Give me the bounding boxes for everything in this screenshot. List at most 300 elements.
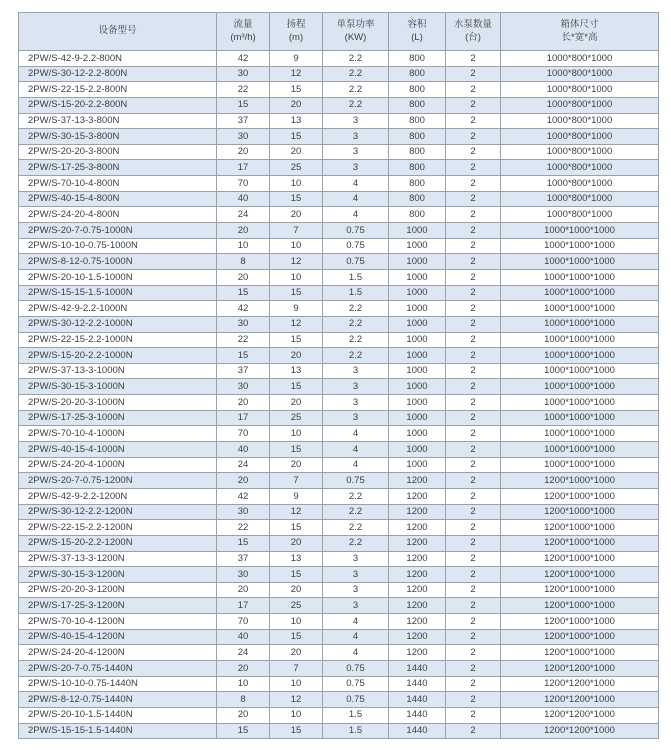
head-cell: 25: [270, 598, 323, 614]
volume-cell: 1000: [389, 442, 446, 458]
head-cell: 20: [270, 645, 323, 661]
table-row: [19, 97, 659, 113]
dimensions-cell: 1200*1200*1000: [501, 676, 659, 692]
volume-cell: 1200: [389, 614, 446, 630]
power-cell: 4: [323, 426, 389, 442]
model-cell: 2PW/S-22-15-2.2-1200N: [19, 520, 217, 536]
flow-cell: 8: [217, 254, 270, 270]
model-cell: 2PW/S-17-25-3-1000N: [19, 410, 217, 426]
pump-count-cell: 2: [446, 598, 501, 614]
header-label-line1: 单泵功率: [336, 18, 375, 30]
power-cell: 3: [323, 363, 389, 379]
model-cell: 2PW/S-24-20-4-1000N: [19, 457, 217, 473]
model-cell: 2PW/S-37-13-3-1000N: [19, 363, 217, 379]
volume-cell: 1440: [389, 660, 446, 676]
dimensions-cell: 1000*800*1000: [501, 160, 659, 176]
head-cell: 10: [270, 676, 323, 692]
volume-cell: 1200: [389, 488, 446, 504]
dimensions-cell: 1000*1000*1000: [501, 285, 659, 301]
column-header-pump-count: [446, 13, 501, 51]
power-cell: 0.75: [323, 254, 389, 270]
head-cell: 10: [270, 426, 323, 442]
flow-cell: 30: [217, 66, 270, 82]
table-row: [19, 582, 659, 598]
power-cell: 4: [323, 614, 389, 630]
head-cell: 20: [270, 97, 323, 113]
power-cell: 4: [323, 207, 389, 223]
power-cell: 0.75: [323, 676, 389, 692]
dimensions-cell: 1200*1000*1000: [501, 535, 659, 551]
volume-cell: 1000: [389, 395, 446, 411]
power-cell: 4: [323, 176, 389, 192]
pump-count-cell: 2: [446, 692, 501, 708]
head-cell: 20: [270, 348, 323, 364]
table-row: [19, 442, 659, 458]
volume-cell: 1200: [389, 551, 446, 567]
power-cell: 2.2: [323, 520, 389, 536]
power-cell: 3: [323, 160, 389, 176]
head-cell: 12: [270, 66, 323, 82]
pump-count-cell: 2: [446, 269, 501, 285]
power-cell: 2.2: [323, 504, 389, 520]
volume-cell: 1000: [389, 426, 446, 442]
flow-cell: 10: [217, 238, 270, 254]
flow-cell: 8: [217, 692, 270, 708]
table-row: [19, 285, 659, 301]
power-cell: 2.2: [323, 66, 389, 82]
power-cell: 4: [323, 457, 389, 473]
volume-cell: 1000: [389, 410, 446, 426]
column-header-dimensions: [501, 13, 659, 51]
model-cell: 2PW/S-15-20-2.2-800N: [19, 97, 217, 113]
head-cell: 12: [270, 504, 323, 520]
table-row: [19, 301, 659, 317]
model-cell: 2PW/S-24-20-4-1200N: [19, 645, 217, 661]
model-cell: 2PW/S-8-12-0.75-1440N: [19, 692, 217, 708]
model-cell: 2PW/S-22-15-2.2-800N: [19, 82, 217, 98]
flow-cell: 17: [217, 160, 270, 176]
model-cell: 2PW/S-20-10-1.5-1440N: [19, 707, 217, 723]
pump-count-cell: 2: [446, 223, 501, 239]
volume-cell: 1200: [389, 504, 446, 520]
volume-cell: 800: [389, 176, 446, 192]
dimensions-cell: 1200*1000*1000: [501, 629, 659, 645]
column-header-head: [270, 13, 323, 51]
model-cell: 2PW/S-30-15-3-800N: [19, 129, 217, 145]
volume-cell: 1000: [389, 316, 446, 332]
pump-count-cell: 2: [446, 316, 501, 332]
dimensions-cell: 1000*1000*1000: [501, 301, 659, 317]
dimensions-cell: 1000*1000*1000: [501, 457, 659, 473]
dimensions-cell: 1000*800*1000: [501, 97, 659, 113]
volume-cell: 1200: [389, 629, 446, 645]
volume-cell: 1440: [389, 676, 446, 692]
pump-count-cell: 2: [446, 535, 501, 551]
power-cell: 3: [323, 410, 389, 426]
model-cell: 2PW/S-8-12-0.75-1000N: [19, 254, 217, 270]
flow-cell: 20: [217, 582, 270, 598]
column-header-power: [323, 13, 389, 51]
flow-cell: 20: [217, 223, 270, 239]
flow-cell: 22: [217, 520, 270, 536]
pump-count-cell: 2: [446, 426, 501, 442]
power-cell: 2.2: [323, 348, 389, 364]
model-cell: 2PW/S-40-15-4-800N: [19, 191, 217, 207]
dimensions-cell: 1000*800*1000: [501, 207, 659, 223]
head-cell: 20: [270, 395, 323, 411]
table-row: [19, 191, 659, 207]
volume-cell: 1000: [389, 269, 446, 285]
pump-spec-table: [18, 12, 659, 739]
volume-cell: 800: [389, 129, 446, 145]
power-cell: 3: [323, 551, 389, 567]
volume-cell: 1200: [389, 473, 446, 489]
head-cell: 20: [270, 144, 323, 160]
pump-count-cell: 2: [446, 332, 501, 348]
power-cell: 1.5: [323, 707, 389, 723]
dimensions-cell: 1000*1000*1000: [501, 395, 659, 411]
volume-cell: 1200: [389, 535, 446, 551]
dimensions-cell: 1000*800*1000: [501, 144, 659, 160]
power-cell: 4: [323, 442, 389, 458]
dimensions-cell: 1000*800*1000: [501, 191, 659, 207]
power-cell: 4: [323, 191, 389, 207]
pump-count-cell: 2: [446, 160, 501, 176]
volume-cell: 1200: [389, 520, 446, 536]
pump-count-cell: 2: [446, 191, 501, 207]
dimensions-cell: 1200*1000*1000: [501, 551, 659, 567]
head-cell: 10: [270, 269, 323, 285]
flow-cell: 15: [217, 348, 270, 364]
head-cell: 15: [270, 723, 323, 739]
pump-count-cell: 2: [446, 66, 501, 82]
power-cell: 2.2: [323, 316, 389, 332]
power-cell: 3: [323, 113, 389, 129]
dimensions-cell: 1200*1200*1000: [501, 707, 659, 723]
table-row: [19, 504, 659, 520]
volume-cell: 1200: [389, 567, 446, 583]
model-cell: 2PW/S-15-20-2.2-1000N: [19, 348, 217, 364]
table-row: [19, 676, 659, 692]
header-label-line2: (台): [465, 31, 481, 43]
model-cell: 2PW/S-70-10-4-1000N: [19, 426, 217, 442]
power-cell: 2.2: [323, 301, 389, 317]
pump-count-cell: 2: [446, 488, 501, 504]
header-label-line1: 设备型号: [98, 25, 137, 37]
pump-count-cell: 2: [446, 51, 501, 67]
model-cell: 2PW/S-20-20-3-1000N: [19, 395, 217, 411]
table-row: [19, 614, 659, 630]
pump-count-cell: 2: [446, 82, 501, 98]
power-cell: 3: [323, 129, 389, 145]
pump-count-cell: 2: [446, 723, 501, 739]
power-cell: 1.5: [323, 723, 389, 739]
table-row: [19, 457, 659, 473]
pump-count-cell: 2: [446, 379, 501, 395]
table-row: [19, 66, 659, 82]
volume-cell: 800: [389, 66, 446, 82]
table-header: [19, 13, 659, 51]
flow-cell: 30: [217, 379, 270, 395]
volume-cell: 1440: [389, 723, 446, 739]
dimensions-cell: 1200*1000*1000: [501, 488, 659, 504]
model-cell: 2PW/S-10-10-0.75-1000N: [19, 238, 217, 254]
volume-cell: 1000: [389, 238, 446, 254]
head-cell: 13: [270, 113, 323, 129]
model-cell: 2PW/S-40-15-4-1000N: [19, 442, 217, 458]
dimensions-cell: 1000*1000*1000: [501, 426, 659, 442]
dimensions-cell: 1000*800*1000: [501, 129, 659, 145]
head-cell: 12: [270, 316, 323, 332]
model-cell: 2PW/S-30-15-3-1200N: [19, 567, 217, 583]
head-cell: 7: [270, 660, 323, 676]
model-cell: 2PW/S-15-20-2.2-1200N: [19, 535, 217, 551]
table-row: [19, 269, 659, 285]
volume-cell: 1000: [389, 332, 446, 348]
flow-cell: 20: [217, 707, 270, 723]
flow-cell: 20: [217, 269, 270, 285]
head-cell: 12: [270, 692, 323, 708]
table-row: [19, 238, 659, 254]
dimensions-cell: 1000*1000*1000: [501, 363, 659, 379]
flow-cell: 15: [217, 723, 270, 739]
flow-cell: 70: [217, 176, 270, 192]
dimensions-cell: 1200*1000*1000: [501, 582, 659, 598]
table-row: [19, 176, 659, 192]
model-cell: 2PW/S-10-10-0.75-1440N: [19, 676, 217, 692]
model-cell: 2PW/S-22-15-2.2-1000N: [19, 332, 217, 348]
head-cell: 25: [270, 410, 323, 426]
head-cell: 13: [270, 551, 323, 567]
model-cell: 2PW/S-15-15-1.5-1000N: [19, 285, 217, 301]
pump-count-cell: 2: [446, 567, 501, 583]
pump-count-cell: 2: [446, 660, 501, 676]
header-label-line2: 长*宽*高: [561, 31, 598, 43]
header-label-line1: 箱体尺寸: [560, 18, 599, 30]
table-row: [19, 363, 659, 379]
volume-cell: 1440: [389, 692, 446, 708]
model-cell: 2PW/S-42-9-2.2-1000N: [19, 301, 217, 317]
flow-cell: 42: [217, 488, 270, 504]
flow-cell: 40: [217, 629, 270, 645]
flow-cell: 15: [217, 285, 270, 301]
model-cell: 2PW/S-40-15-4-1200N: [19, 629, 217, 645]
power-cell: 0.75: [323, 238, 389, 254]
flow-cell: 20: [217, 395, 270, 411]
flow-cell: 40: [217, 442, 270, 458]
dimensions-cell: 1200*1000*1000: [501, 473, 659, 489]
dimensions-cell: 1200*1000*1000: [501, 598, 659, 614]
dimensions-cell: 1000*800*1000: [501, 51, 659, 67]
model-cell: 2PW/S-70-10-4-1200N: [19, 614, 217, 630]
table-row: [19, 379, 659, 395]
power-cell: 3: [323, 379, 389, 395]
table-row: [19, 82, 659, 98]
head-cell: 15: [270, 332, 323, 348]
dimensions-cell: 1200*1200*1000: [501, 723, 659, 739]
dimensions-cell: 1000*1000*1000: [501, 442, 659, 458]
table-row: [19, 332, 659, 348]
pump-count-cell: 2: [446, 285, 501, 301]
header-label-line2: (m): [288, 31, 304, 43]
flow-cell: 20: [217, 473, 270, 489]
table-row: [19, 160, 659, 176]
header-label-line2: (KW): [344, 31, 367, 43]
flow-cell: 20: [217, 144, 270, 160]
pump-count-cell: 2: [446, 629, 501, 645]
table-row: [19, 144, 659, 160]
volume-cell: 1000: [389, 254, 446, 270]
volume-cell: 1000: [389, 379, 446, 395]
power-cell: 0.75: [323, 223, 389, 239]
pump-count-cell: 2: [446, 520, 501, 536]
model-cell: 2PW/S-20-7-0.75-1200N: [19, 473, 217, 489]
model-cell: 2PW/S-24-20-4-800N: [19, 207, 217, 223]
dimensions-cell: 1000*1000*1000: [501, 348, 659, 364]
table-row: [19, 223, 659, 239]
power-cell: 4: [323, 645, 389, 661]
pump-count-cell: 2: [446, 363, 501, 379]
flow-cell: 24: [217, 207, 270, 223]
table-row: [19, 567, 659, 583]
model-cell: 2PW/S-30-12-2.2-1000N: [19, 316, 217, 332]
pump-count-cell: 2: [446, 97, 501, 113]
flow-cell: 37: [217, 551, 270, 567]
model-cell: 2PW/S-17-25-3-800N: [19, 160, 217, 176]
column-header-flow: [217, 13, 270, 51]
pump-count-cell: 2: [446, 707, 501, 723]
table-row: [19, 113, 659, 129]
dimensions-cell: 1000*1000*1000: [501, 316, 659, 332]
head-cell: 15: [270, 567, 323, 583]
flow-cell: 10: [217, 676, 270, 692]
flow-cell: 42: [217, 301, 270, 317]
power-cell: 2.2: [323, 82, 389, 98]
volume-cell: 1000: [389, 363, 446, 379]
pump-count-cell: 2: [446, 645, 501, 661]
table-row: [19, 520, 659, 536]
dimensions-cell: 1200*1000*1000: [501, 504, 659, 520]
head-cell: 15: [270, 191, 323, 207]
power-cell: 3: [323, 598, 389, 614]
pump-count-cell: 2: [446, 395, 501, 411]
dimensions-cell: 1000*800*1000: [501, 66, 659, 82]
flow-cell: 17: [217, 410, 270, 426]
dimensions-cell: 1000*1000*1000: [501, 379, 659, 395]
power-cell: 0.75: [323, 660, 389, 676]
power-cell: 0.75: [323, 692, 389, 708]
table-row: [19, 129, 659, 145]
volume-cell: 1000: [389, 285, 446, 301]
head-cell: 10: [270, 176, 323, 192]
table-row: [19, 254, 659, 270]
flow-cell: 22: [217, 332, 270, 348]
pump-count-cell: 2: [446, 473, 501, 489]
table-row: [19, 316, 659, 332]
table-row: [19, 426, 659, 442]
head-cell: 12: [270, 254, 323, 270]
head-cell: 15: [270, 520, 323, 536]
flow-cell: 42: [217, 51, 270, 67]
volume-cell: 800: [389, 82, 446, 98]
table-row: [19, 723, 659, 739]
pump-count-cell: 2: [446, 176, 501, 192]
pump-count-cell: 2: [446, 551, 501, 567]
volume-cell: 1000: [389, 223, 446, 239]
flow-cell: 30: [217, 316, 270, 332]
table-row: [19, 629, 659, 645]
flow-cell: 70: [217, 426, 270, 442]
head-cell: 13: [270, 363, 323, 379]
dimensions-cell: 1200*1000*1000: [501, 614, 659, 630]
head-cell: 10: [270, 707, 323, 723]
volume-cell: 800: [389, 144, 446, 160]
header-label-line1: 水泵数量: [453, 18, 492, 30]
model-cell: 2PW/S-17-25-3-1200N: [19, 598, 217, 614]
dimensions-cell: 1000*1000*1000: [501, 238, 659, 254]
dimensions-cell: 1200*1000*1000: [501, 567, 659, 583]
table-row: [19, 660, 659, 676]
volume-cell: 800: [389, 113, 446, 129]
table-row: [19, 207, 659, 223]
flow-cell: 17: [217, 598, 270, 614]
table-row: [19, 473, 659, 489]
pump-count-cell: 2: [446, 582, 501, 598]
head-cell: 10: [270, 238, 323, 254]
power-cell: 3: [323, 144, 389, 160]
dimensions-cell: 1200*1000*1000: [501, 645, 659, 661]
pump-count-cell: 2: [446, 113, 501, 129]
table-row: [19, 598, 659, 614]
volume-cell: 1200: [389, 645, 446, 661]
model-cell: 2PW/S-37-13-3-800N: [19, 113, 217, 129]
head-cell: 20: [270, 535, 323, 551]
header-label-line1: 容积: [407, 18, 427, 30]
flow-cell: 30: [217, 504, 270, 520]
volume-cell: 800: [389, 207, 446, 223]
pump-count-cell: 2: [446, 504, 501, 520]
volume-cell: 1440: [389, 707, 446, 723]
dimensions-cell: 1000*800*1000: [501, 82, 659, 98]
dimensions-cell: 1000*800*1000: [501, 113, 659, 129]
volume-cell: 800: [389, 97, 446, 113]
head-cell: 15: [270, 442, 323, 458]
volume-cell: 1200: [389, 598, 446, 614]
model-cell: 2PW/S-20-10-1.5-1000N: [19, 269, 217, 285]
header-label-line1: 流量: [233, 18, 253, 30]
flow-cell: 22: [217, 82, 270, 98]
head-cell: 10: [270, 614, 323, 630]
header-label-line1: 扬程: [286, 18, 306, 30]
head-cell: 7: [270, 223, 323, 239]
pump-count-cell: 2: [446, 410, 501, 426]
volume-cell: 800: [389, 191, 446, 207]
volume-cell: 1000: [389, 457, 446, 473]
volume-cell: 800: [389, 160, 446, 176]
pump-count-cell: 2: [446, 301, 501, 317]
model-cell: 2PW/S-42-9-2.2-1200N: [19, 488, 217, 504]
flow-cell: 15: [217, 535, 270, 551]
table-row: [19, 395, 659, 411]
model-cell: 2PW/S-30-15-3-1000N: [19, 379, 217, 395]
volume-cell: 1000: [389, 301, 446, 317]
power-cell: 4: [323, 629, 389, 645]
pump-count-cell: 2: [446, 254, 501, 270]
power-cell: 1.5: [323, 269, 389, 285]
power-cell: 3: [323, 567, 389, 583]
head-cell: 9: [270, 51, 323, 67]
power-cell: 3: [323, 582, 389, 598]
